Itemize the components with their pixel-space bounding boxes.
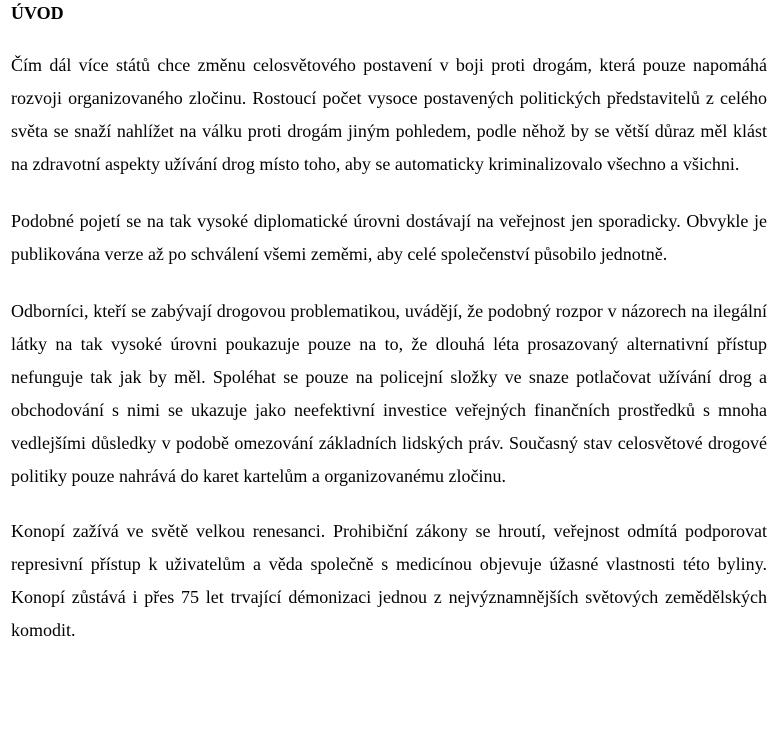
paragraph-3: Odborníci, kteří se zabývají drogovou problematikou, uvádějí, že podobný rozpor v názorech na ilegální látky na tak vysoké úrovni poukazuje pouze na to, že dlouhá léta prosazovaný alternativní přístup nefunguje tak jak by měl. Spoléhat se pouze na policejní složky ve snaze potlačovat užívání drog a obchodování s nimi se ukazuje jako neefektivní investice veřejných finančních prostředků s mnoha vedlejšími důsledky v podobě omezování základních lidských práv. Současný stav celosvětové drogové politiky pouze nahrává do karet kartelům a organizovanému zločinu.	[11, 301, 767, 486]
paragraph-1: Čím dál více států chce změnu celosvětového postavení v boji proti drogám, která pouze napomáhá rozvoji organizovaného zločinu. Rostoucí počet vysoce postavených politických představitelů z celého světa se snaží nahlížet na válku proti drogám jiným pohledem, podle něhož by se větší důraz měl klást na zdravotní aspekty užívání drog místo toho, aby se automaticky kriminalizovalo všechno a všichni.	[11, 55, 767, 174]
paragraph-2: Podobné pojetí se na tak vysoké diplomatické úrovni dostávají na veřejnost jen sporadicky. Obvykle je publikována verze až po schválení všemi zeměmi, aby celé společenství působilo jednotně.	[11, 211, 767, 264]
paragraph-4: Konopí zažívá ve světě velkou renesanci. Prohibiční zákony se hroutí, veřejnost odmítá podporovat represivní přístup k uživatelům a věda společně s medicínou objevuje úžasné vlastnosti této byliny. Konopí zůstává i přes 75 let trvající démonizaci jednou z nejvýznamnějších světových zemědělských komodit.	[11, 521, 767, 640]
document-heading: ÚVOD	[11, 3, 64, 23]
document-page	[11, 0, 767, 647]
